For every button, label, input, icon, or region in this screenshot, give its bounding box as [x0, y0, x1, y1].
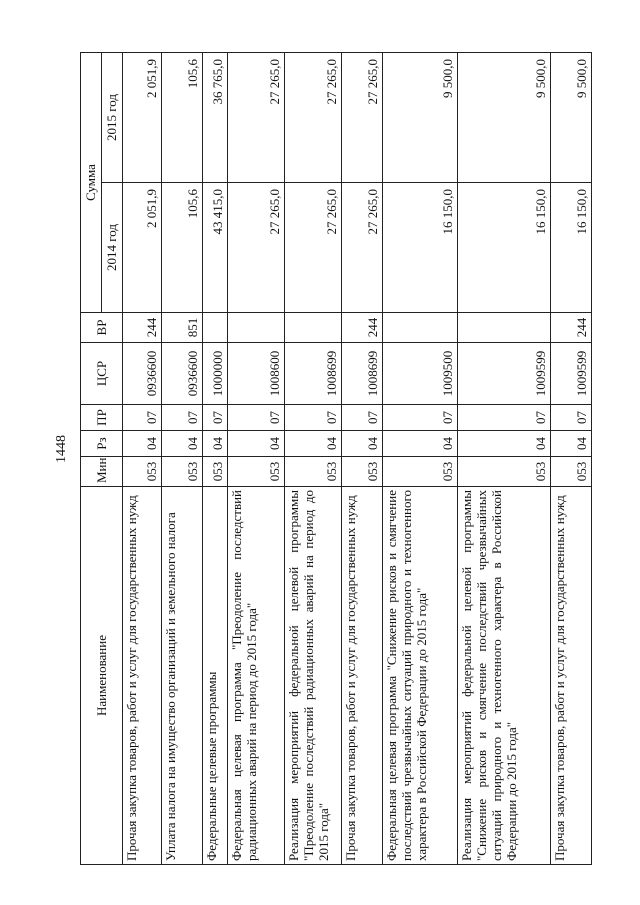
- row-rz: 04: [203, 431, 228, 457]
- row-sum-2014: 2 051,9: [123, 183, 162, 313]
- header-2015: 2015 год: [102, 53, 123, 183]
- table-row: [228, 53, 285, 865]
- row-min: 053: [285, 457, 342, 487]
- row-name: Реализация мероприятий федеральной целевой программы "Преодоление последствий радиационных аварий на период до 2015 года": [285, 487, 342, 865]
- row-csr: 1008600: [228, 343, 285, 405]
- row-pr: 07: [285, 405, 342, 431]
- row-vr: [285, 313, 342, 343]
- row-sum-2014: 27 265,0: [342, 183, 383, 313]
- row-rz: 04: [551, 431, 592, 457]
- row-sum-2014: 105,6: [162, 183, 203, 313]
- row-pr: 07: [342, 405, 383, 431]
- row-pr: 07: [203, 405, 228, 431]
- row-sum-2015: 9 500,0: [383, 53, 458, 183]
- row-rz: 04: [162, 431, 203, 457]
- row-sum-2015: 27 265,0: [342, 53, 383, 183]
- rotated-table-container: [80, 53, 620, 865]
- row-name: Прочая закупка товаров, работ и услуг для государственных нужд: [551, 487, 592, 865]
- table-row: [203, 53, 228, 865]
- row-name: Реализация мероприятий федеральной целевой программы "Снижение рисков и смягчение последствий чрезвычайных ситуаций природного и техногенного характера в Российской Федерации до 2015 года": [458, 487, 551, 865]
- row-vr: [458, 313, 551, 343]
- row-min: 053: [458, 457, 551, 487]
- budget-table: [80, 52, 592, 865]
- row-rz: 04: [342, 431, 383, 457]
- row-min: 053: [162, 457, 203, 487]
- table-row: [551, 53, 592, 865]
- row-sum-2014: 27 265,0: [228, 183, 285, 313]
- header-pr: ПР: [81, 405, 123, 431]
- row-csr: 0936600: [123, 343, 162, 405]
- header-min: Мин: [81, 457, 123, 487]
- row-csr: 0936600: [162, 343, 203, 405]
- row-pr: 07: [123, 405, 162, 431]
- header-rz: Рз: [81, 431, 123, 457]
- row-vr: [228, 313, 285, 343]
- row-name: Федеральная целевая программа "Снижение рисков и смягчение последствий чрезвычайных ситуаций природного и техногенного характера в Российской Федерации до 2015 года": [383, 487, 458, 865]
- header-csr: ЦСР: [81, 343, 123, 405]
- row-vr: [383, 313, 458, 343]
- row-min: 053: [551, 457, 592, 487]
- row-vr: 851: [162, 313, 203, 343]
- header-2014: 2014 год: [102, 183, 123, 313]
- row-rz: 04: [383, 431, 458, 457]
- row-name: Федеральные целевые программы: [203, 487, 228, 865]
- header-name: Наименование: [81, 487, 123, 865]
- row-csr: 1009500: [383, 343, 458, 405]
- row-rz: 04: [228, 431, 285, 457]
- row-vr: 244: [123, 313, 162, 343]
- row-name: Прочая закупка товаров, работ и услуг для государственных нужд: [123, 487, 162, 865]
- row-sum-2015: 105,6: [162, 53, 203, 183]
- row-pr: 07: [458, 405, 551, 431]
- row-min: 053: [123, 457, 162, 487]
- row-csr: 1009599: [458, 343, 551, 405]
- table-row: [458, 53, 551, 865]
- row-name: Прочая закупка товаров, работ и услуг для государственных нужд: [342, 487, 383, 865]
- table-row: [162, 53, 203, 865]
- row-sum-2014: 16 150,0: [383, 183, 458, 313]
- row-sum-2015: 36 765,0: [203, 53, 228, 183]
- row-name: Уплата налога на имущество организаций и земельного налога: [162, 487, 203, 865]
- row-csr: 1000000: [203, 343, 228, 405]
- row-rz: 04: [458, 431, 551, 457]
- row-min: 053: [228, 457, 285, 487]
- row-csr: 1008699: [342, 343, 383, 405]
- row-pr: 07: [162, 405, 203, 431]
- row-vr: [203, 313, 228, 343]
- row-pr: 07: [551, 405, 592, 431]
- row-min: 053: [203, 457, 228, 487]
- row-name: Федеральная целевая программа "Преодоление последствий радиационных аварий на период до 2015 года": [228, 487, 285, 865]
- row-csr: 1009599: [551, 343, 592, 405]
- row-rz: 04: [123, 431, 162, 457]
- row-pr: 07: [228, 405, 285, 431]
- row-sum-2015: 2 051,9: [123, 53, 162, 183]
- row-sum-2015: 27 265,0: [228, 53, 285, 183]
- row-min: 053: [342, 457, 383, 487]
- table-row: [383, 53, 458, 865]
- row-sum-2015: 9 500,0: [458, 53, 551, 183]
- row-pr: 07: [383, 405, 458, 431]
- row-vr: 244: [342, 313, 383, 343]
- row-sum-2014: 43 415,0: [203, 183, 228, 313]
- page-number: 1448: [54, 435, 69, 463]
- row-sum-2015: 9 500,0: [551, 53, 592, 183]
- table-row: [123, 53, 162, 865]
- row-sum-2014: 16 150,0: [458, 183, 551, 313]
- row-vr: 244: [551, 313, 592, 343]
- header-sum: Сумма: [81, 53, 102, 313]
- table-row: [342, 53, 383, 865]
- row-rz: 04: [285, 431, 342, 457]
- row-sum-2015: 27 265,0: [285, 53, 342, 183]
- row-sum-2014: 27 265,0: [285, 183, 342, 313]
- row-sum-2014: 16 150,0: [551, 183, 592, 313]
- header-vr: ВР: [81, 313, 123, 343]
- row-csr: 1008699: [285, 343, 342, 405]
- table-row: [285, 53, 342, 865]
- row-min: 053: [383, 457, 458, 487]
